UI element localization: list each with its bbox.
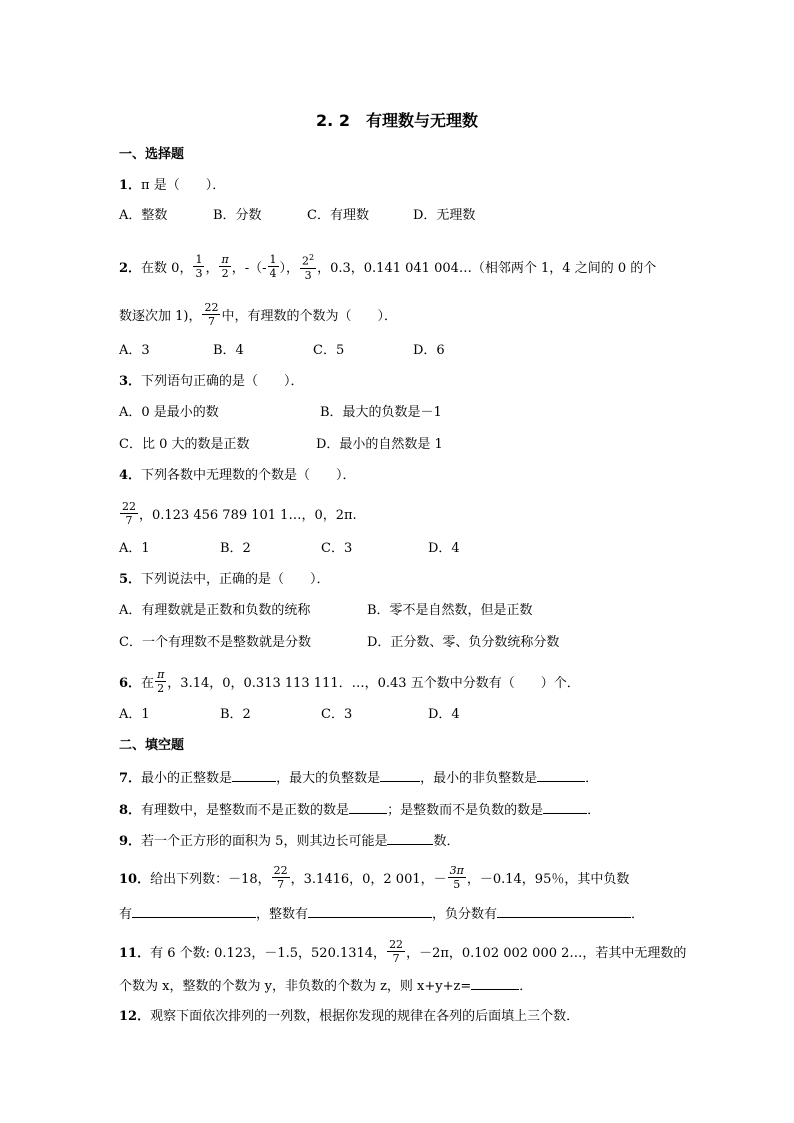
fraction: $\frac{22}{7}$ <box>273 864 288 891</box>
section-heading-fill: 二、填空题 <box>119 738 185 753</box>
answer-blank <box>497 904 631 918</box>
page-title: 2. 2 有理数与无理数 <box>316 111 478 130</box>
question-1 <box>119 177 225 195</box>
question-4-numbers: $\frac{22}{7}$ ，0.123 456 789 101 1…，0，2π. <box>122 500 357 527</box>
question-12: 12．观察下面依次排列的一列数，根据你发现的规律在各列的后面填上三个数． <box>119 1009 580 1024</box>
fraction: $\frac{22}{7}$ <box>204 301 219 328</box>
answer-blank <box>380 768 420 782</box>
question-5-options-cd: C．一个有理数不是整数就是分数 D．正分数、零、负分数统称分数 <box>119 635 560 650</box>
question-text: π 是（ ）． <box>141 178 226 193</box>
option-d: D．无理数 <box>413 208 476 223</box>
fraction: $\frac{\pi}{2}$ <box>221 252 229 280</box>
question-5: 5．下列说法中，正确的是（ ）． <box>119 572 330 587</box>
fraction: $\frac{1}{4}$ <box>269 252 277 280</box>
question-1-options <box>119 207 475 225</box>
answer-blank <box>387 831 433 845</box>
question-8: 8．有理数中，是整数而不是正数的数是 ；是整数而不是负数的数是 ． <box>119 800 600 820</box>
fraction: $\frac{\pi}{2}$ <box>157 668 165 695</box>
answer-blank <box>471 976 519 990</box>
question-7: 7．最小的正整数是 ，最大的负整数是 ，最小的非负整数是 ． <box>119 768 598 788</box>
question-3-options-ab: A．0 是最小的数 B．最大的负数是－1 <box>119 405 442 420</box>
question-11: 11．有 6 个数: 0.123，－1.5，520.1314， $\frac{22}{7}$ ，－2π，0.102 002 000 2…，若其中无理数的 <box>119 938 687 965</box>
question-4: 4．下列各数中无理数的个数是（ ）． <box>119 468 356 483</box>
option-c: C．有理数 <box>307 208 369 223</box>
option-b: B．分数 <box>213 208 262 223</box>
question-2-cont: 数逐次加 1)， $\frac{22}{7}$ 中，有理数的个数为（ ）． <box>119 301 397 328</box>
question-11-cont: 个数为 x，整数的个数为 y，非负数的个数为 z，则 x+y+z= ． <box>119 976 532 996</box>
question-9: 9．若一个正方形的面积为 5，则其边长可能是 数． <box>119 831 459 851</box>
answer-blank <box>232 768 276 782</box>
answer-blank <box>132 904 256 918</box>
fraction: $\frac{1}{3}$ <box>195 252 203 280</box>
question-6: 6．在 $\frac{\pi}{2}$ ，3.14，0，0.313 113 111．…，0.43 五个数中分数有（ ）个． <box>119 668 580 695</box>
question-5-options-ab: A．有理数就是正数和负数的统称 B．零不是自然数，但是正数 <box>119 603 533 618</box>
question-6-options: A．1 B．2 C．3 D．4 <box>119 707 460 722</box>
fraction: $\frac{22}{7}$ <box>122 500 136 527</box>
question-10-cont: 有 ，整数有 ，负分数有 ． <box>119 904 644 924</box>
answer-blank <box>349 800 387 814</box>
answer-blank <box>308 904 432 918</box>
section-heading-choice: 一、选择题 <box>119 147 185 162</box>
fraction: $\frac{3\pi}{5}$ <box>449 864 464 891</box>
question-4-options: A．1 B．2 C．3 D．4 <box>119 541 460 556</box>
question-3-options-cd: C．比 0 大的数是正数 D．最小的自然数是 1 <box>119 437 443 452</box>
question-number: 2． <box>119 260 142 276</box>
question-3: 3．下列语句正确的是（ ）． <box>119 374 304 389</box>
question-number: 1． <box>119 178 142 193</box>
answer-blank <box>537 768 585 782</box>
question-2: 2．在数 0， $\frac{1}{3}$ ， $\frac{\pi}{2}$ ，-（- $\frac{1}{4}$ ）， $\frac{2^2}{3}$ ，0.3，0.141 041 004…（相邻两个 1，4 之间的 0 的个 <box>119 252 657 282</box>
question-10: 10．给出下列数：－18， $\frac{22}{7}$ ，3.1416，0，2 001，－ $\frac{3\pi}{5}$ ，－0.14，95％，其中负数 <box>119 864 630 891</box>
fraction: $\frac{22}{7}$ <box>389 938 404 965</box>
fraction: $\frac{2^2}{3}$ <box>302 253 315 282</box>
question-2-options: A．3 B．4 C．5 D．6 <box>119 343 445 358</box>
answer-blank <box>543 800 587 814</box>
option-a: A．整数 <box>119 208 168 223</box>
